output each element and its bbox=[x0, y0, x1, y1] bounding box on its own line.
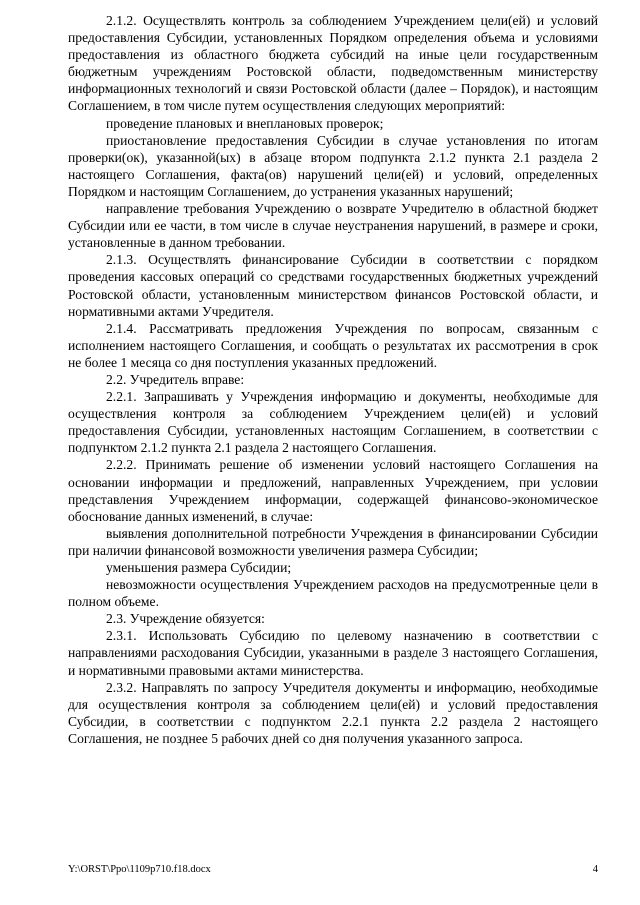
paragraph-additional-need: выявления дополнительной потребности Учреждения в финансировании Субсидии при наличии финансовой возможности увеличения размера Субсидии; bbox=[68, 525, 598, 558]
page-number: 4 bbox=[592, 864, 598, 875]
paragraph-decrease: уменьшения размера Субсидии; bbox=[106, 560, 292, 575]
paragraph-2-1-2: 2.1.2. Осуществлять контроль за соблюдением Учреждением цели(ей) и условий предоставления Субсидии, установленных Порядком определения объема и условиями предоставления из областного бюджета субсидий на иные цели государственным бюджетным учреждениям Ростовской области, подведомственным министерству информационных технологий и связи Ростовской области (далее – Порядок), и настоящим Соглашением, в том числе путем осуществления следующих мероприятий: bbox=[68, 13, 598, 114]
file-path: Y:\ORST\Ppo\1109p710.f18.docx bbox=[68, 864, 211, 875]
paragraph-2-1-3: 2.1.3. Осуществлять финансирование Субсидии в соответствии с порядком проведения кассовых операций со средствами государственных бюджетных учреждений Ростовской области, установленным министерством финансов Ростовской области, и нормативными актами Учредителя. bbox=[68, 252, 598, 319]
paragraph-2-3-1: 2.3.1. Использовать Субсидию по целевому назначению в соответствии с направлениями расходования Субсидии, указанными в разделе 3 настоящего Соглашения, и нормативными правовыми актами министерства. bbox=[68, 628, 598, 678]
paragraph-2-1-4: 2.1.4. Рассматривать предложения Учреждения по вопросам, связанным с исполнением настоящего Соглашения, и сообщать о результатах их рассмотрения в срок не более 1 месяца со дня поступления указанных предложений. bbox=[68, 320, 598, 370]
document-body bbox=[68, 12, 598, 747]
paragraph-2-2: 2.2. Учредитель вправе: bbox=[106, 371, 245, 387]
paragraph-inspections: проведение плановых и внеплановых проверок; bbox=[106, 115, 384, 131]
paragraph-2-2-1: 2.2.1. Запрашивать у Учреждения информацию и документы, необходимые для осуществления контроля за соблюдением Учреждением цели(ей) и условий предоставления Субсидии, установленных настоящим Соглашением, в соответствии с подпунктом 2.1.2 пункта 2.1 раздела 2 настоящего Соглашения. bbox=[68, 389, 598, 456]
paragraph-suspension: приостановление предоставления Субсидии в случае установления по итогам проверки(ок), указанной(ых) в абзаце втором подпункта 2.1.2 пункта 2.1 раздела 2 настоящего Соглашения, факта(ов) нарушений цели(ей) и условий, определенных Порядком и настоящим Соглашением, до устранения указанных нарушений; bbox=[68, 132, 598, 199]
paragraph-impossibility: невозможности осуществления Учреждением расходов на предусмотренные цели в полном объеме. bbox=[68, 577, 598, 610]
paragraph-2-3: 2.3. Учреждение обязуется: bbox=[106, 611, 265, 627]
paragraph-2-3-2: 2.3.2. Направлять по запросу Учредителя документы и информацию, необходимые для осуществления контроля за соблюдением цели(ей) и условий предоставления Субсидии, в соответствии с подпунктом 2.2.1 пункта 2.2 раздела 2 настоящего Соглашения, не позднее 5 рабочих дней со дня получения указанного запроса. bbox=[68, 679, 598, 746]
paragraph-refund-request: направление требования Учреждению о возврате Учредителю в областной бюджет Субсидии или ее части, в том числе в случае неустранения нарушений, в размере и сроки, установленные в данном требовании. bbox=[68, 201, 598, 251]
page-footer bbox=[68, 864, 598, 875]
paragraph-2-2-2: 2.2.2. Принимать решение об изменении условий настоящего Соглашения на основании информации и предложений, направленных Учреждением, при условии представления Учреждением информации, содержащей финансово-экономическое обоснование данных изменений, в случае: bbox=[68, 457, 598, 524]
